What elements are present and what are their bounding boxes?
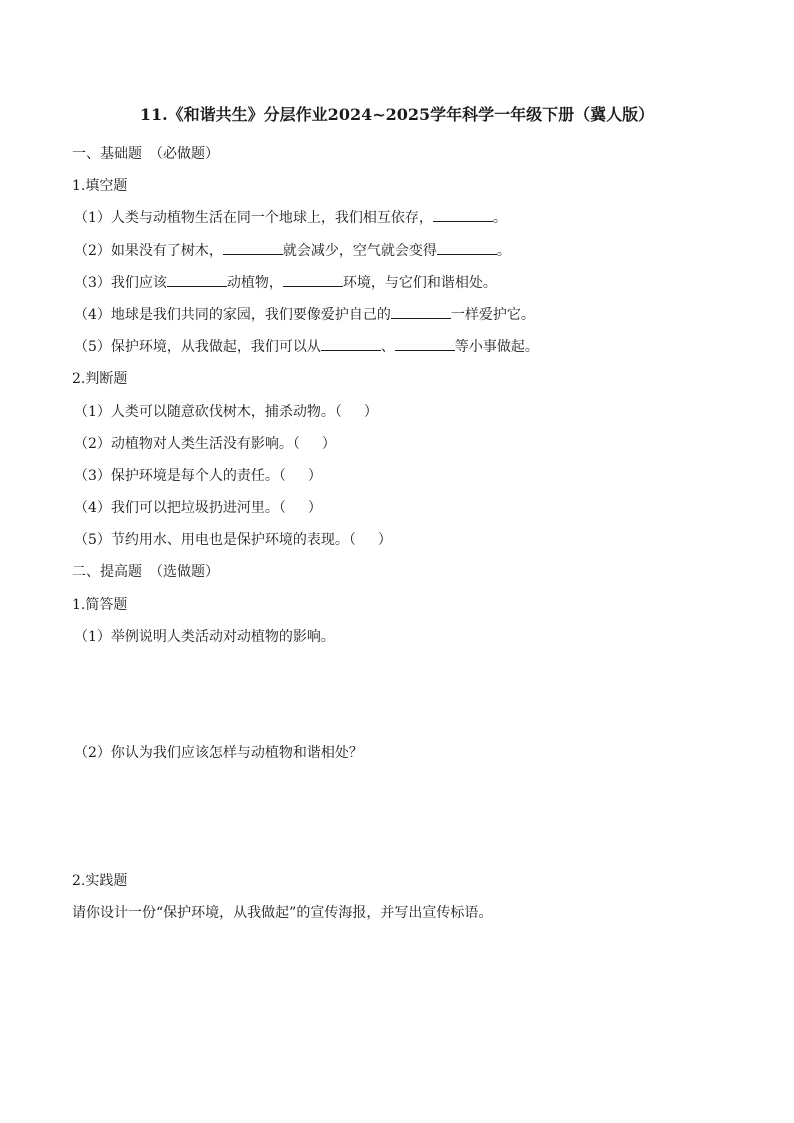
fill-q1-end: 。 (492, 210, 507, 227)
practice-heading: 2.实践题 (72, 873, 128, 890)
short-answer-question-1: （1）举例说明人类活动对动植物的影响。 (74, 628, 335, 645)
fill-q5-text-a: （5）保护环境，从我做起，我们可以从 (74, 339, 321, 356)
judge-question-1 (72, 401, 732, 433)
fill-q2-end: 。 (496, 242, 511, 259)
fill-question-1 (72, 207, 732, 239)
fill-q2-text-b: 就会减少，空气就会变得 (282, 242, 437, 259)
judge-question-2 (72, 433, 732, 465)
answer-blank[interactable] (437, 240, 497, 255)
judge-q2-close: ） (321, 435, 336, 452)
answer-space[interactable] (72, 774, 732, 870)
answer-space[interactable] (72, 658, 732, 742)
short-answer-heading: 1.简答题 (72, 596, 128, 613)
judge-q4-text: （4）我们可以把垃圾扔进河里。（ (74, 500, 286, 517)
section-1-heading: 一、基础题 （必做题） (72, 146, 219, 162)
fill-q4-text-b: 一样爱护它。 (450, 306, 535, 323)
answer-blank[interactable] (321, 336, 381, 351)
answer-blank[interactable] (391, 304, 451, 319)
fill-q3-text-a: （3）我们应该 (74, 274, 167, 291)
page-title: 11.《和谐共生》分层作业2024~2025学年科学一年级下册（冀人版） (139, 105, 655, 124)
fill-q5-text-b: 、 (380, 339, 395, 356)
answer-blank[interactable] (167, 272, 227, 287)
judge-q2-text: （2）动植物对人类生活没有影响。（ (74, 435, 300, 452)
short-answer-question-2: （2）你认为我们应该怎样与动植物和谐相处？ (74, 745, 363, 761)
judge-q4-close: ） (307, 500, 322, 517)
judge-q3-text: （3）保护环境是每个人的责任。（ (74, 467, 286, 484)
judge-heading: 2.判断题 (72, 371, 128, 388)
answer-blank[interactable] (223, 240, 283, 255)
fill-question-2 (72, 240, 732, 272)
judge-question-4 (72, 497, 732, 529)
fill-question-5 (72, 336, 732, 368)
judge-q5-close: ） (377, 532, 392, 549)
practice-question-1: 请你设计一份“保护环境，从我做起”的宣传海报，并写出宣传标语。 (72, 905, 493, 922)
judge-question-5 (72, 529, 732, 561)
answer-blank[interactable] (433, 207, 493, 222)
fill-q4-text-a: （4）地球是我们共同的家园，我们要像爱护自己的 (74, 306, 391, 323)
worksheet-content (72, 143, 732, 935)
judge-q5-text: （5）节约用水、用电也是保护环境的表现。（ (74, 532, 356, 549)
fill-q3-text-c: 环境，与它们和谐相处。 (342, 274, 497, 291)
judge-q3-close: ） (307, 467, 322, 484)
section-2-heading: 二、提高题 （选做题） (72, 564, 219, 581)
fill-q1-text: （1）人类与动植物生活在同一个地球上，我们相互依存， (74, 210, 433, 227)
judge-q1-close: ） (363, 403, 378, 420)
answer-blank[interactable] (283, 272, 343, 287)
fill-in-heading: 1.填空题 (72, 178, 128, 195)
fill-q2-text-a: （2）如果没有了树木， (74, 242, 223, 259)
answer-blank[interactable] (395, 336, 455, 351)
fill-q5-text-c: 等小事做起。 (454, 339, 539, 356)
fill-q3-text-b: 动植物， (226, 274, 283, 291)
fill-question-3 (72, 272, 732, 304)
judge-question-3 (72, 465, 732, 497)
judge-q1-text: （1）人类可以随意砍伐树木，捕杀动物。（ (74, 403, 342, 420)
fill-question-4 (72, 304, 732, 336)
